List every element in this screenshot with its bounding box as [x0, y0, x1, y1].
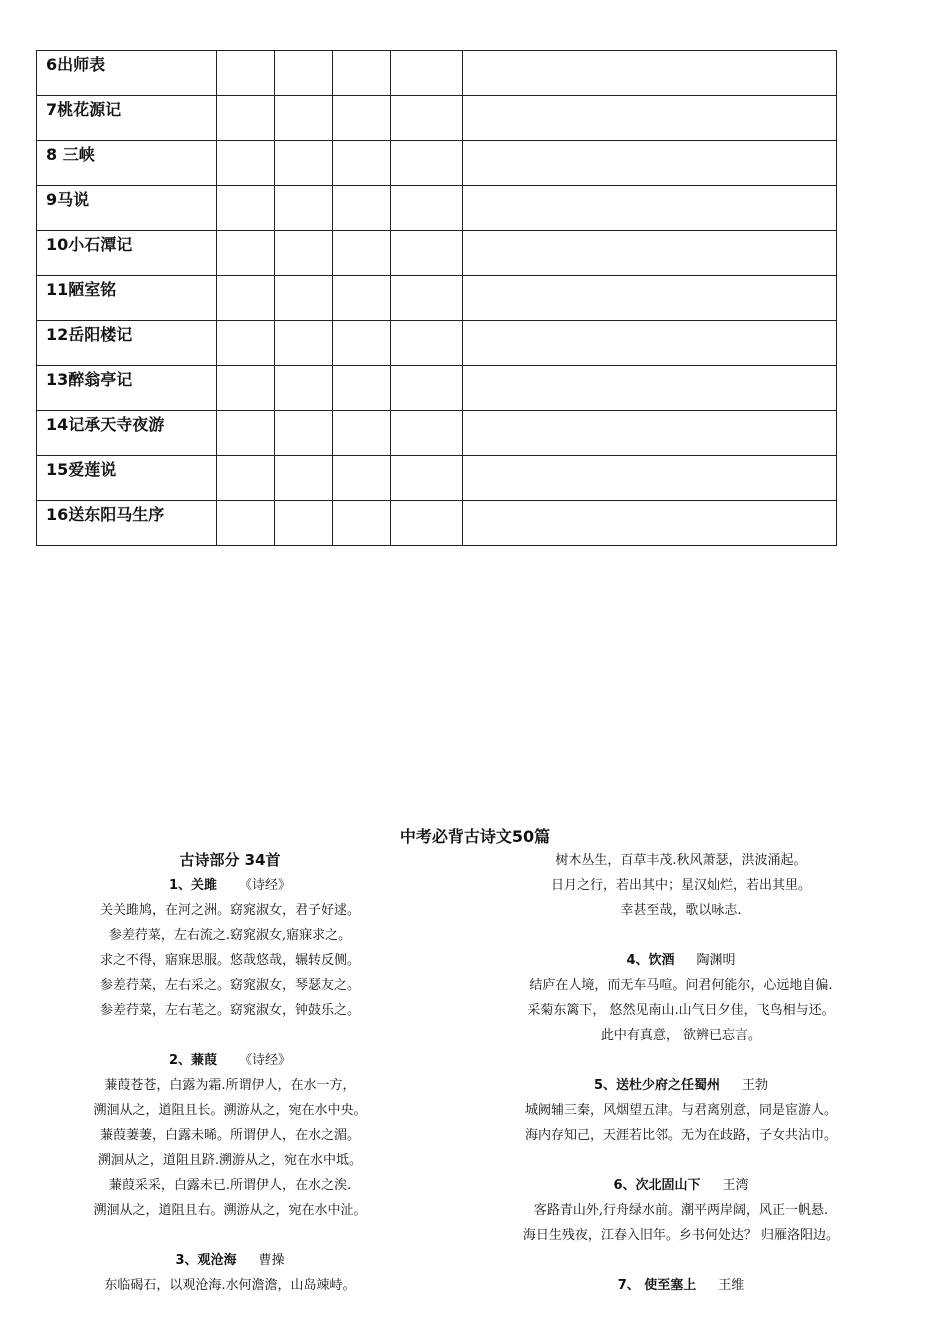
- blank-cell: [391, 96, 463, 141]
- poem-line: 客路青山外,行舟绿水前。潮平两岸阔，风正一帆悬.: [533, 1203, 829, 1218]
- poem-author: 陶渊明: [696, 953, 736, 968]
- blank-cell: [333, 501, 391, 546]
- essay-title-cell: 15爱莲说: [37, 456, 217, 501]
- poem-title: 7、 使至塞上: [617, 1278, 697, 1293]
- poem-line: 参差荇菜，左右采之。窈窕淑女，琴瑟友之。: [99, 978, 360, 993]
- table-row: [37, 96, 837, 141]
- poem-line: 日月之行，若出其中；星汉灿烂，若出其里。: [550, 878, 811, 893]
- blank-cell: [275, 141, 333, 186]
- essay-title-cell: 9马说: [37, 186, 217, 231]
- blank-cell: [217, 231, 275, 276]
- blank-line: [475, 1148, 887, 1173]
- poem-line: 海内存知己，天涯若比邻。无为在歧路，子女共沾巾。: [524, 1128, 837, 1143]
- poem-line: 此中有真意， 欲辨已忘言。: [600, 1028, 762, 1043]
- table-row: [37, 186, 837, 231]
- poem-line: 关关雎鸠，在河之洲。窈窕淑女，君子好逑。: [99, 903, 360, 918]
- blank-cell: [333, 186, 391, 231]
- blank-cell: [391, 231, 463, 276]
- poem-line: 蒹葭苍苍，白露为霜.所谓伊人，在水一方，: [104, 1078, 356, 1093]
- blank-cell: [463, 366, 837, 411]
- blank-line: [475, 1248, 887, 1273]
- table-row: [37, 276, 837, 321]
- poem-title: 6、次北固山下: [613, 1178, 701, 1193]
- blank-cell: [463, 51, 837, 96]
- blank-cell: [333, 96, 391, 141]
- poem-title: 3、观沧海: [175, 1253, 237, 1268]
- blank-cell: [217, 321, 275, 366]
- poem-line: 溯洄从之，道阻且跻.溯游从之，宛在水中坻。: [97, 1153, 363, 1168]
- blank-line: [475, 1048, 887, 1073]
- right-column: [475, 848, 887, 1298]
- blank-cell: [463, 96, 837, 141]
- blank-cell: [217, 276, 275, 321]
- essay-title-cell: 11陋室铭: [37, 276, 217, 321]
- blank-cell: [333, 456, 391, 501]
- poem-line: 采菊东篱下， 悠然见南山.山气日夕佳，飞鸟相与还。: [527, 1003, 835, 1018]
- blank-cell: [217, 186, 275, 231]
- blank-cell: [217, 456, 275, 501]
- blank-cell: [275, 231, 333, 276]
- blank-cell: [275, 96, 333, 141]
- table-row: [37, 501, 837, 546]
- poem-heading: [30, 1048, 430, 1073]
- blank-cell: [463, 141, 837, 186]
- poem-author: 王维: [718, 1278, 745, 1293]
- blank-cell: [217, 366, 275, 411]
- blank-cell: [463, 276, 837, 321]
- table-body: [37, 51, 837, 546]
- blank-cell: [275, 321, 333, 366]
- essay-title-cell: 16送东阳马生序: [37, 501, 217, 546]
- essay-title-cell: 14记承天寺夜游: [37, 411, 217, 456]
- blank-cell: [391, 321, 463, 366]
- blank-cell: [217, 141, 275, 186]
- poem-author: 《诗经》: [239, 1053, 292, 1068]
- table-row: [37, 456, 837, 501]
- essay-title-cell: 8 三峡: [37, 141, 217, 186]
- poem-author: 王勃: [742, 1078, 769, 1093]
- blank-cell: [217, 411, 275, 456]
- table-row: [37, 141, 837, 186]
- blank-cell: [391, 186, 463, 231]
- blank-cell: [333, 321, 391, 366]
- blank-cell: [391, 366, 463, 411]
- essay-title-cell: 12岳阳楼记: [37, 321, 217, 366]
- blank-cell: [391, 276, 463, 321]
- table-row: [37, 321, 837, 366]
- poem-title: 4、饮酒: [626, 953, 675, 968]
- document-title: 中考必背古诗文50篇: [399, 827, 551, 846]
- blank-cell: [275, 51, 333, 96]
- poem-line: 城阙辅三秦，风烟望五津。与君离别意，同是宦游人。: [524, 1103, 837, 1118]
- blank-cell: [333, 411, 391, 456]
- blank-line: [30, 1023, 430, 1048]
- blank-cell: [275, 456, 333, 501]
- blank-cell: [217, 96, 275, 141]
- blank-cell: [391, 411, 463, 456]
- table-row: [37, 51, 837, 96]
- poem-heading: [30, 873, 430, 898]
- blank-cell: [333, 366, 391, 411]
- poem-author: 《诗经》: [239, 878, 292, 893]
- blank-cell: [217, 501, 275, 546]
- blank-cell: [463, 456, 837, 501]
- blank-cell: [391, 141, 463, 186]
- poem-line: 结庐在人境，而无车马喧。问君何能尔，心远地自偏.: [529, 978, 833, 993]
- essay-title-cell: 13醉翁亭记: [37, 366, 217, 411]
- poem-heading: [475, 1273, 887, 1298]
- poem-line: 参差荇菜，左右流之.窈窕淑女,寤寐求之。: [108, 928, 352, 943]
- poem-heading: [475, 948, 887, 973]
- blank-cell: [275, 186, 333, 231]
- right-poems: [475, 848, 887, 1298]
- essay-title-cell: 10小石潭记: [37, 231, 217, 276]
- poem-line: 溯洄从之，道阻且右。溯游从之，宛在水中沚。: [93, 1203, 367, 1218]
- poem-line: 参差荇菜，左右芼之。窈窕淑女，钟鼓乐之。: [99, 1003, 360, 1018]
- poem-line: 溯洄从之，道阻且长。溯游从之，宛在水中央。: [93, 1103, 367, 1118]
- poem-line: 蒹葭采采，白露未已.所谓伊人，在水之涘.: [108, 1178, 352, 1193]
- table-row: [37, 411, 837, 456]
- poem-title: 5、送杜少府之任蜀州: [593, 1078, 721, 1093]
- blank-cell: [333, 231, 391, 276]
- poem-line: 求之不得，寤寐思服。悠哉悠哉，辗转反侧。: [99, 953, 360, 968]
- blank-cell: [463, 186, 837, 231]
- poem-title: 1、关雎: [168, 878, 218, 893]
- blank-cell: [333, 141, 391, 186]
- poem-line: 海日生残夜，江春入旧年。乡书何处达？ 归雁洛阳边。: [522, 1228, 840, 1243]
- section-heading: 古诗部分 34首: [179, 851, 281, 869]
- blank-cell: [463, 231, 837, 276]
- essay-title-cell: 6出师表: [37, 51, 217, 96]
- recitation-table: [36, 50, 837, 546]
- essay-title-cell: 7桃花源记: [37, 96, 217, 141]
- left-column: [30, 848, 430, 1298]
- blank-cell: [333, 51, 391, 96]
- poem-heading: [475, 1173, 887, 1198]
- blank-cell: [391, 501, 463, 546]
- poem-author: 王湾: [722, 1178, 749, 1193]
- poem-line: 树木丛生，百草丰茂.秋风萧瑟，洪波涌起。: [555, 853, 807, 868]
- poem-title: 2、蒹葭: [168, 1053, 218, 1068]
- poem-heading: [475, 1073, 887, 1098]
- blank-cell: [275, 366, 333, 411]
- table-row: [37, 231, 837, 276]
- poem-line: 幸甚至哉，歌以咏志.: [620, 903, 742, 918]
- blank-cell: [463, 501, 837, 546]
- table-row: [37, 366, 837, 411]
- left-poems: [30, 873, 430, 1298]
- blank-cell: [333, 276, 391, 321]
- poem-author: 曹操: [258, 1253, 285, 1268]
- poem-heading: [30, 1248, 430, 1273]
- blank-cell: [217, 51, 275, 96]
- blank-cell: [463, 321, 837, 366]
- blank-cell: [275, 276, 333, 321]
- blank-cell: [391, 456, 463, 501]
- poem-line: 蒹葭萋萋，白露未晞。所谓伊人，在水之湄。: [99, 1128, 360, 1143]
- blank-line: [30, 1223, 430, 1248]
- blank-cell: [391, 51, 463, 96]
- blank-line: [475, 923, 887, 948]
- blank-cell: [275, 501, 333, 546]
- poem-line: 东临碣石，以观沧海.水何澹澹，山岛竦峙。: [104, 1278, 356, 1293]
- blank-cell: [275, 411, 333, 456]
- blank-cell: [463, 411, 837, 456]
